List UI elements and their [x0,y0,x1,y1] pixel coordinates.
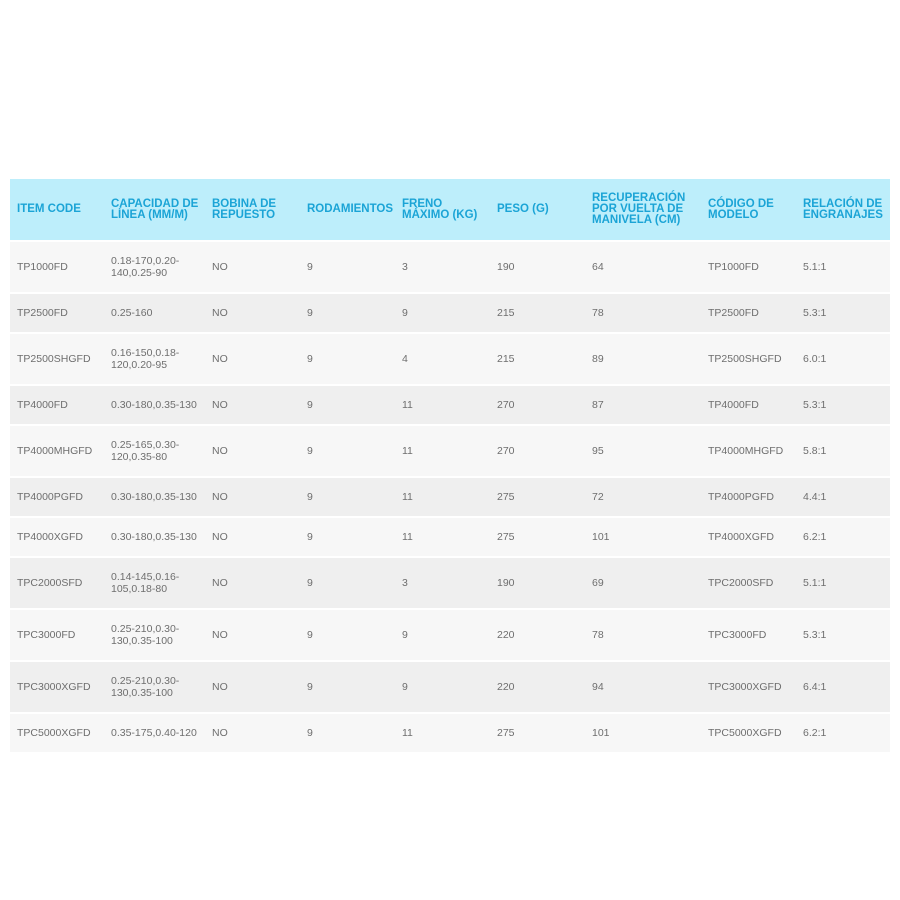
cell-retrieve-per-turn: 89 [585,333,701,385]
header-gear-ratio: RELACIÓN DE ENGRANAJES [796,179,890,241]
cell-line-capacity: 0.30-180,0.35-130 [104,385,205,425]
cell-line-capacity: 0.35-175,0.40-120 [104,713,205,753]
cell-item-code: TPC2000SFD [10,557,104,609]
cell-weight: 190 [490,241,585,293]
cell-bearings: 9 [300,425,395,477]
cell-retrieve-per-turn: 78 [585,293,701,333]
cell-gear-ratio: 5.1:1 [796,241,890,293]
cell-max-drag: 11 [395,477,490,517]
header-bearings: RODAMIENTOS [300,179,395,241]
cell-retrieve-per-turn: 94 [585,661,701,713]
table-row [10,557,890,609]
cell-line-capacity: 0.25-210,0.30-130,0.35-100 [104,609,205,661]
cell-item-code: TP1000FD [10,241,104,293]
cell-gear-ratio: 6.2:1 [796,713,890,753]
cell-bearings: 9 [300,241,395,293]
cell-weight: 220 [490,661,585,713]
cell-gear-ratio: 5.8:1 [796,425,890,477]
table-row [10,477,890,517]
header-row [10,179,890,241]
cell-line-capacity: 0.14-145,0.16-105,0.18-80 [104,557,205,609]
table-row [10,425,890,477]
table-row [10,661,890,713]
cell-bearings: 9 [300,609,395,661]
cell-bearings: 9 [300,713,395,753]
cell-max-drag: 9 [395,293,490,333]
cell-item-code: TPC3000XGFD [10,661,104,713]
cell-line-capacity: 0.30-180,0.35-130 [104,517,205,557]
cell-model-code: TP2500SHGFD [701,333,796,385]
table-row [10,385,890,425]
cell-weight: 220 [490,609,585,661]
cell-bearings: 9 [300,477,395,517]
cell-model-code: TPC2000SFD [701,557,796,609]
cell-gear-ratio: 6.0:1 [796,333,890,385]
cell-item-code: TPC3000FD [10,609,104,661]
cell-gear-ratio: 4.4:1 [796,477,890,517]
cell-bearings: 9 [300,557,395,609]
cell-bearings: 9 [300,385,395,425]
cell-gear-ratio: 6.4:1 [796,661,890,713]
cell-gear-ratio: 6.2:1 [796,517,890,557]
cell-model-code: TP4000PGFD [701,477,796,517]
cell-retrieve-per-turn: 78 [585,609,701,661]
header-line-capacity: CAPACIDAD DE LÍNEA (MM/M) [104,179,205,241]
cell-retrieve-per-turn: 64 [585,241,701,293]
cell-item-code: TPC5000XGFD [10,713,104,753]
cell-bearings: 9 [300,517,395,557]
cell-gear-ratio: 5.3:1 [796,385,890,425]
table-row [10,333,890,385]
cell-weight: 275 [490,713,585,753]
table-row [10,517,890,557]
cell-spare-spool: NO [205,517,300,557]
table-row [10,293,890,333]
cell-line-capacity: 0.18-170,0.20-140,0.25-90 [104,241,205,293]
cell-weight: 215 [490,333,585,385]
cell-line-capacity: 0.16-150,0.18-120,0.20-95 [104,333,205,385]
header-max-drag: FRENO MÁXIMO (KG) [395,179,490,241]
header-weight: PESO (G) [490,179,585,241]
cell-weight: 215 [490,293,585,333]
cell-item-code: TP4000XGFD [10,517,104,557]
header-retrieve-per-turn: RECUPERACIÓN POR VUELTA DE MANIVELA (CM) [585,179,701,241]
cell-spare-spool: NO [205,713,300,753]
cell-max-drag: 11 [395,713,490,753]
cell-model-code: TPC5000XGFD [701,713,796,753]
cell-gear-ratio: 5.3:1 [796,609,890,661]
cell-retrieve-per-turn: 69 [585,557,701,609]
cell-weight: 270 [490,425,585,477]
table-row [10,241,890,293]
cell-gear-ratio: 5.1:1 [796,557,890,609]
cell-bearings: 9 [300,333,395,385]
cell-item-code: TP2500FD [10,293,104,333]
cell-spare-spool: NO [205,333,300,385]
table-row [10,713,890,753]
cell-line-capacity: 0.25-210,0.30-130,0.35-100 [104,661,205,713]
cell-max-drag: 3 [395,557,490,609]
cell-model-code: TP4000MHGFD [701,425,796,477]
cell-model-code: TP4000FD [701,385,796,425]
header-spare-spool: BOBINA DE REPUESTO [205,179,300,241]
cell-retrieve-per-turn: 101 [585,517,701,557]
spec-table [10,179,890,754]
cell-weight: 275 [490,477,585,517]
cell-model-code: TP1000FD [701,241,796,293]
cell-spare-spool: NO [205,293,300,333]
cell-max-drag: 11 [395,517,490,557]
header-item-code: ITEM CODE [10,179,104,241]
cell-bearings: 9 [300,661,395,713]
cell-model-code: TPC3000FD [701,609,796,661]
cell-item-code: TP4000PGFD [10,477,104,517]
cell-max-drag: 11 [395,425,490,477]
cell-max-drag: 4 [395,333,490,385]
table-row [10,609,890,661]
cell-max-drag: 11 [395,385,490,425]
table-body [10,241,890,753]
cell-line-capacity: 0.25-160 [104,293,205,333]
table-header [10,179,890,241]
cell-gear-ratio: 5.3:1 [796,293,890,333]
cell-weight: 275 [490,517,585,557]
cell-spare-spool: NO [205,609,300,661]
cell-weight: 270 [490,385,585,425]
cell-model-code: TP2500FD [701,293,796,333]
header-model-code: CÓDIGO DE MODELO [701,179,796,241]
cell-line-capacity: 0.25-165,0.30-120,0.35-80 [104,425,205,477]
cell-line-capacity: 0.30-180,0.35-130 [104,477,205,517]
cell-retrieve-per-turn: 95 [585,425,701,477]
cell-bearings: 9 [300,293,395,333]
cell-spare-spool: NO [205,661,300,713]
cell-spare-spool: NO [205,385,300,425]
cell-item-code: TP2500SHGFD [10,333,104,385]
cell-spare-spool: NO [205,557,300,609]
cell-max-drag: 9 [395,661,490,713]
cell-max-drag: 9 [395,609,490,661]
cell-weight: 190 [490,557,585,609]
cell-spare-spool: NO [205,425,300,477]
cell-spare-spool: NO [205,241,300,293]
cell-max-drag: 3 [395,241,490,293]
cell-retrieve-per-turn: 101 [585,713,701,753]
cell-item-code: TP4000FD [10,385,104,425]
cell-model-code: TPC3000XGFD [701,661,796,713]
cell-retrieve-per-turn: 87 [585,385,701,425]
cell-item-code: TP4000MHGFD [10,425,104,477]
cell-model-code: TP4000XGFD [701,517,796,557]
cell-spare-spool: NO [205,477,300,517]
cell-retrieve-per-turn: 72 [585,477,701,517]
